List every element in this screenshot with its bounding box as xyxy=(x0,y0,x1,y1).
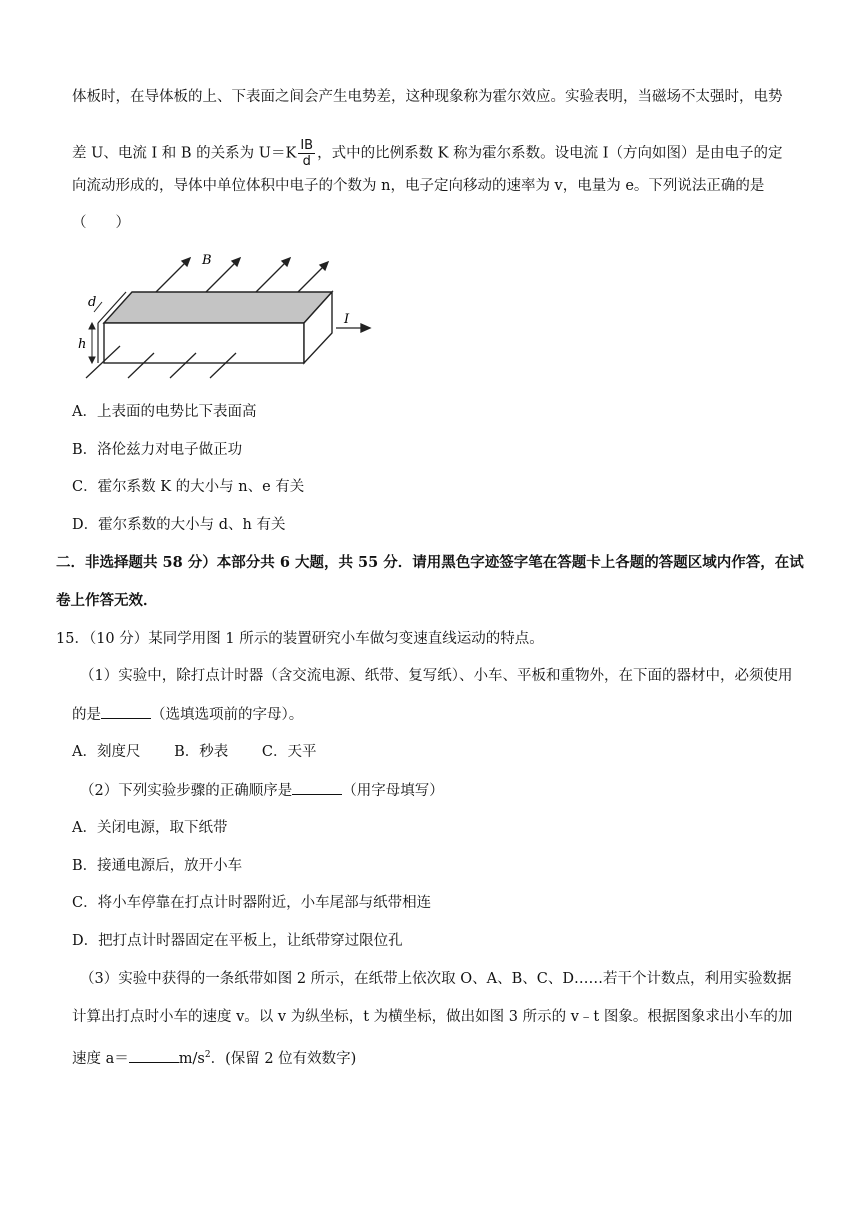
q15-part3-line-1: （3）实验中获得的一条纸带如图 2 所示，在纸带上依次取 O、A、B、C、D……若干个计数点，利用实验数据 xyxy=(80,971,792,987)
formula-fraction xyxy=(298,138,315,169)
q15-part1-line-1: （1）实验中，除打点计时器（含交流电源、纸带、复写纸）、小车、平板和重物外，在下面的器材中，必须使用 xyxy=(80,668,793,684)
q15-step-b: B．接通电源后，放开小车 xyxy=(72,858,243,874)
q14-formula-suffix: ，式中的比例系数 K 称为霍尔系数。设电流 I（方向如图）是由电子的定 xyxy=(317,145,783,162)
q14-option-c[interactable]: C．霍尔系数 K 的大小与 n、e 有关 xyxy=(72,479,305,495)
hall-effect-figure xyxy=(72,250,382,390)
q14-option-b[interactable]: B．洛伦兹力对电子做正功 xyxy=(72,442,243,458)
q15-part3-unit-exponent: 2 xyxy=(204,1050,211,1060)
q14-option-a[interactable]: A．上表面的电势比下表面高 xyxy=(72,404,257,420)
q15-part1-options: A．刻度尺 B．秒表 C．天平 xyxy=(72,744,317,760)
q14-answer-paren: （ ） xyxy=(72,215,130,231)
q14-formula-prefix: 差 U、电流 I 和 B 的关系为 U＝K xyxy=(72,145,297,162)
q14-option-d[interactable]: D．霍尔系数的大小与 d、h 有关 xyxy=(72,517,286,533)
q15-part2-answer-blank[interactable] xyxy=(292,780,342,795)
q15-part3-unit: m/s xyxy=(178,1050,205,1067)
plate-top-face xyxy=(104,292,332,323)
q15-part1-line-2 xyxy=(72,704,814,725)
q15-part3-line-2: 计算出打点时小车的速度 v。以 v 为纵坐标，t 为横坐标，做出如图 3 所示的 v﹣t 图象。根据图象求出小车的加 xyxy=(72,1009,793,1025)
q15-part3-suffix: ．(保留 2 位有效数字) xyxy=(210,1050,357,1067)
plate-front-face xyxy=(104,323,304,363)
current-arrow xyxy=(336,324,370,332)
q15-step-d: D．把打点计时器固定在平板上，让纸带穿过限位孔 xyxy=(72,933,403,949)
section-2-heading-line-1: 二．非选择题共 58 分）本部分共 6 大题，共 55 分．请用黑色字迹签字笔在答题卡上各题的答题区域内作答，在试 xyxy=(56,554,804,571)
label-h: h xyxy=(78,337,87,352)
q15-part2-question xyxy=(80,780,814,801)
q15-part3-answer-blank[interactable] xyxy=(129,1048,179,1063)
q14-text-line-2 xyxy=(72,138,814,169)
h-dimension-marker xyxy=(89,323,95,363)
q15-part1-suffix: （选填选项前的字母）。 xyxy=(151,707,304,723)
q15-part3-line-3 xyxy=(72,1045,814,1069)
fraction-numerator: IB xyxy=(300,138,314,153)
label-I: I xyxy=(344,312,350,327)
fraction-denominator: d xyxy=(302,154,311,169)
label-B: B xyxy=(202,253,212,268)
q15-part3-prefix: 速度 a＝ xyxy=(72,1050,129,1067)
q14-text-line-1: 体板时，在导体板的上、下表面之间会产生电势差，这种现象称为霍尔效应。实验表明，当磁场不太强时，电势 xyxy=(72,89,783,105)
label-d: d xyxy=(88,295,97,310)
q15-part2-suffix: （用字母填写） xyxy=(342,783,444,799)
q15-part1-answer-blank[interactable] xyxy=(101,704,151,719)
q15-part1-prefix: 的是 xyxy=(72,707,101,723)
q15-step-a: A．关闭电源，取下纸带 xyxy=(72,820,228,836)
q15-part2-prefix: （2）下列实验步骤的正确顺序是 xyxy=(80,783,293,799)
q15-header: 15．（10 分）某同学用图 1 所示的装置研究小车做匀变速直线运动的特点。 xyxy=(56,631,544,647)
q14-text-line-3: 向流动形成的，导体中单位体积中电子的个数为 n，电子定向移动的速率为 v，电量为 e。下列说法正确的是 xyxy=(72,178,765,194)
q15-step-c: C．将小车停靠在打点计时器附近，小车尾部与纸带相连 xyxy=(72,895,432,911)
section-2-heading-line-2: 卷上作答无效． xyxy=(56,592,158,609)
